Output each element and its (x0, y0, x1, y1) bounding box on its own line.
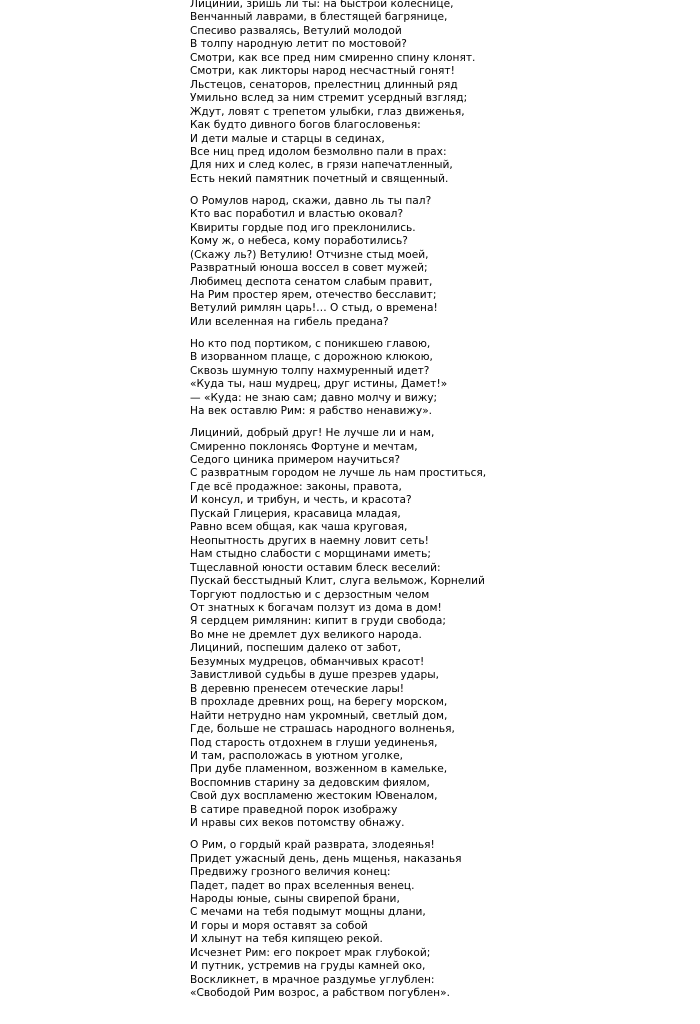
poem-line: Равно всем общая, как чаша круговая, (190, 521, 408, 534)
poem-line: Народы юные, сыны свирепой брани, (190, 893, 400, 905)
poem-line: Или вселенная на гибель предана? (190, 315, 389, 328)
poem-line: И дети малые и старцы в сединах, (190, 132, 385, 145)
poem-line: Нам стыдно слабости с морщинами иметь; (190, 548, 431, 561)
poem-line: Кто вас поработил и властью оковал? (190, 208, 404, 221)
poem-line: При дубе пламенном, возженном в камельке, (190, 763, 448, 776)
poem-line: Льстецов, сенаторов, прелестниц длинный ряд (190, 78, 458, 91)
poem-line: Лициний, добрый друг! Не лучше ли и нам, (190, 427, 435, 440)
poem-line: О Ромулов народ, скажи, давно ль ты пал? (190, 194, 432, 207)
poem-line: И горы и моря оставят за собой (190, 919, 368, 932)
poem-line: Тщеславной юности оставим блеск веселий: (190, 561, 441, 574)
poem-line: И хлынут на тебя кипящею рекой. (190, 933, 383, 946)
poem-line: Пускай бесстыдный Клит, слуга вельмож, Корнелий (190, 575, 485, 588)
poem-line: Любимец деспота сенатом слабым правит, (190, 275, 433, 288)
poem-line: — «Куда: не знаю сам; давно молчу и вижу; (190, 391, 438, 404)
poem-line: С развратным городом не лучше ль нам проститься, (190, 467, 487, 480)
poem-line: И путник, устремив на груды камней око, (190, 960, 426, 973)
poem-line: На век оставлю Рим: я рабство ненавижу». (190, 405, 433, 418)
poem-line: Где всё продажное: законы, правота, (190, 480, 402, 493)
poem-line: Исчезнет Рим: его покроет мрак глубокой; (190, 946, 431, 959)
poem-line: Лициний, зришь ли ты: на быстрой колеснице, (190, 0, 454, 10)
poem-line: (Скажу ль?) Ветулию! Отчизне стыд моей, (190, 248, 429, 261)
poem-line: «Свободой Рим возрос, а рабством погублен». (190, 987, 450, 1000)
poem-line: В прохладе древних рощ, на берегу морском, (190, 696, 448, 709)
poem-line: Лициний, поспешим далеко от забот, (190, 642, 402, 655)
poem-line: Умильно вслед за ним стремит усердный взгляд; (190, 92, 468, 105)
poem-line: Спесиво развалясь, Ветулий молодой (190, 24, 402, 37)
poem-line: Для них и след колес, в грязи напечатленный, (190, 159, 453, 172)
poem-line: Смиренно поклонясь Фортуне и мечтам, (190, 440, 418, 453)
poem-text (190, 0, 690, 1001)
poem-line: Под старость отдохнем в глуши уединенья, (190, 736, 438, 749)
stanza (190, 427, 690, 831)
poem-line: Все ниц пред идолом безмолвно пали в прах: (190, 145, 447, 158)
poem-line: В деревню пренесем отеческие лары! (190, 682, 405, 695)
poem-line: Смотри, как все пред ним смиренно спину клонят. (190, 51, 476, 64)
poem-line: Пускай Глицерия, красавица младая, (190, 507, 401, 520)
stanza (190, 839, 690, 1000)
stanza (190, 0, 690, 186)
poem-line: В толпу народную летит по мостовой? (190, 38, 407, 51)
poem-line: Падет, падет во прах вселенныя венец. (190, 879, 415, 892)
poem-line: Завистливой судьбы в душе презрев удары, (190, 669, 439, 682)
poem-line: Смотри, как ликторы народ несчастный гонят! (190, 65, 455, 78)
poem-line: Но кто под портиком, с поникшею главою, (190, 337, 431, 350)
poem-line: Венчанный лаврами, в блестящей багрянице, (190, 11, 448, 24)
poem-line: Во мне не дремлет дух великого народа. (190, 628, 422, 641)
stanza (190, 338, 690, 419)
poem-line: Я сердцем римлянин: кипит в груди свобода; (190, 615, 446, 628)
poem-line: В изорванном плаще, с дорожною клюкою, (190, 351, 433, 364)
poem-line: Квириты гордые под иго преклонились. (190, 221, 416, 234)
poem-line: Ветулий римлян царь!… О стыд, о времена! (190, 302, 438, 315)
poem-line: Сквозь шумную толпу нахмуренный идет? (190, 364, 430, 377)
poem-line: В сатире праведной порок изображу (190, 803, 398, 816)
stanza (190, 195, 690, 330)
poem-line: О Рим, о гордый край разврата, злодеянья! (190, 839, 435, 852)
poem-line: Есть некий памятник почетный и священный. (190, 172, 449, 185)
poem-line: Развратный юноша воссел в совет мужей; (190, 262, 428, 275)
poem-line: Кому ж, о небеса, кому поработились? (190, 235, 408, 248)
poem-line: Придет ужасный день, день мщенья, наказанья (190, 852, 462, 865)
poem-line: И консул, и трибун, и честь, и красота? (190, 494, 412, 507)
poem-line: Как будто дивного богов благословенья: (190, 119, 421, 132)
poem-line: «Куда ты, наш мудрец, друг истины, Дамет!» (190, 378, 448, 391)
poem-line: Безумных мудрецов, обманчивых красот! (190, 655, 425, 668)
poem-line: И нравы сих веков потомству обнажу. (190, 817, 405, 830)
poem-line: На Рим простер ярем, отечество бесславит; (190, 289, 437, 302)
poem-line: Где, больше не страшась народного волненья, (190, 723, 455, 736)
poem-line: Воспомнив старину за дедовским фиялом, (190, 776, 430, 789)
poem-line: И там, расположась в уютном уголке, (190, 749, 403, 762)
poem-line: Ждут, ловят с трепетом улыбки, глаз движенья, (190, 105, 465, 118)
poem-line: Свой дух воспламеню жестоким Ювеналом, (190, 790, 438, 803)
poem-line: Торгуют подлостью и с дерзостным челом (190, 588, 430, 601)
poem-line: С мечами на тебя подымут мощны длани, (190, 906, 426, 919)
poem-line: Найти нетрудно нам укромный, светлый дом, (190, 709, 448, 722)
poem-line: От знатных к богачам ползут из дома в дом! (190, 601, 442, 614)
poem-line: Седого циника примером научиться? (190, 454, 400, 466)
poem-line: Предвижу грозного величия конец: (190, 866, 391, 879)
poem-line: Неопытность других в наемну ловит сеть! (190, 534, 429, 547)
poem-line: Воскликнет, в мрачное раздумье углублен: (190, 973, 435, 986)
